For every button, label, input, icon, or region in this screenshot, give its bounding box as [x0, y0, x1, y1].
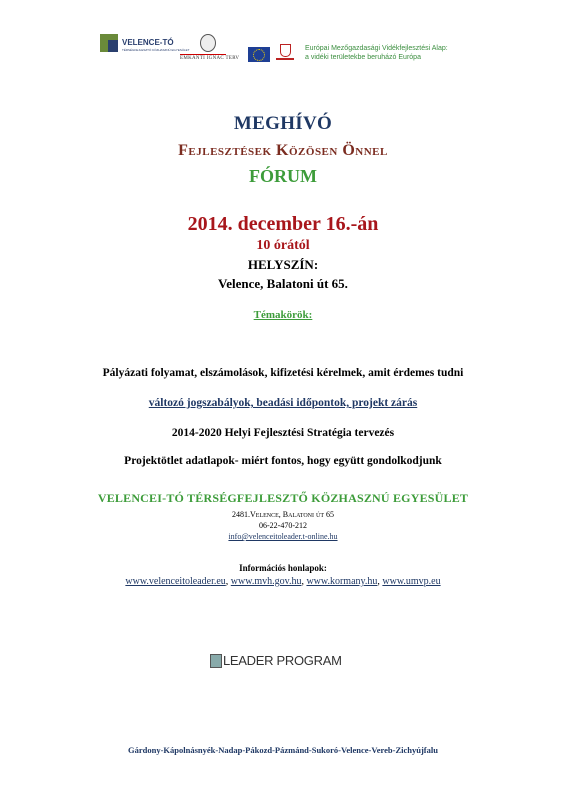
eu-fund-line-1: Európai Mezőgazdasági Vidékfejlesztési Alap:	[305, 45, 448, 52]
info-sites-heading: Információs honlapok:	[239, 563, 327, 573]
link-mvh[interactable]: www.mvh.gov.hu	[230, 576, 302, 587]
organization-address: 2481.Velence, Balatoni út 65	[232, 510, 334, 519]
eu-fund-text	[305, 44, 448, 62]
velence-logo-title: VELENCE-TÓ	[122, 38, 174, 47]
organization-phone: 06-22-470-212	[259, 521, 307, 530]
topics-heading: Témakörök:	[253, 309, 313, 321]
eu-stars-icon	[253, 49, 265, 61]
link-umvp[interactable]: www.umvp.eu	[382, 576, 441, 587]
shield-icon	[280, 44, 291, 57]
portrait-icon	[200, 34, 216, 52]
event-time: 10 órától	[256, 238, 310, 253]
organization-email-link[interactable]: info@velenceitoleader.t-online.hu	[228, 532, 338, 541]
event-subtitle: Fejlesztések Közösen Önnel	[178, 142, 388, 159]
topic-item: Pályázati folyamat, elszámolások, kifizetési kérelmek, amit érdemes tudni	[102, 367, 464, 379]
page-title: MEGHÍVÓ	[233, 113, 333, 134]
footer-settlements: Gárdony-Kápolnásnyék-Nadap-Pákozd-Pázmánd-Sukoró-Velence-Vereb-Zichyújfalu	[128, 745, 438, 755]
organization-name: VELENCEI-TÓ TÉRSÉGFEJLESZTŐ KÖZHASZNÚ EGYESÜLET	[97, 491, 469, 505]
eu-fund-line-2: a vidéki területekbe beruházó Európa	[305, 54, 421, 61]
event-address: Velence, Balatoni út 65.	[218, 276, 348, 291]
eletfa-logo-text: EMKANTI IGNAC TERV	[180, 56, 240, 61]
leader-program-text: LEADER PROGRAM	[223, 653, 342, 668]
link-kormany[interactable]: www.kormany.hu	[306, 576, 378, 587]
velence-logo-subtitle: TÉRSÉGFEJLESZTŐ KÖZHASZNÚ EGYESÜLET	[122, 48, 190, 52]
eu-flag-logo	[248, 47, 270, 62]
info-links: www.velenceitoleader.eu, www.mvh.gov.hu, www.kormany.hu, www.umvp.eu	[125, 576, 441, 587]
leader-logo-icon	[210, 654, 222, 668]
location-label: HELYSZÍN:	[247, 257, 319, 272]
link-velenceitoleader[interactable]: www.velenceitoleader.eu	[125, 576, 226, 587]
event-type: FÓRUM	[249, 166, 317, 186]
topic-item: 2014-2020 Helyi Fejlesztési Stratégia tervezés	[171, 427, 395, 439]
eletfa-logo	[180, 34, 240, 68]
topic-item: Projektötlet adatlapok- miért fontos, hogy együtt gondolkodjunk	[124, 455, 442, 467]
topic-item-link[interactable]: változó jogszabályok, beadási időpontok, projekt zárás	[148, 397, 418, 409]
velence-to-logo	[100, 34, 190, 64]
event-date: 2014. december 16.-án	[187, 213, 379, 235]
ministry-logo	[276, 44, 294, 64]
